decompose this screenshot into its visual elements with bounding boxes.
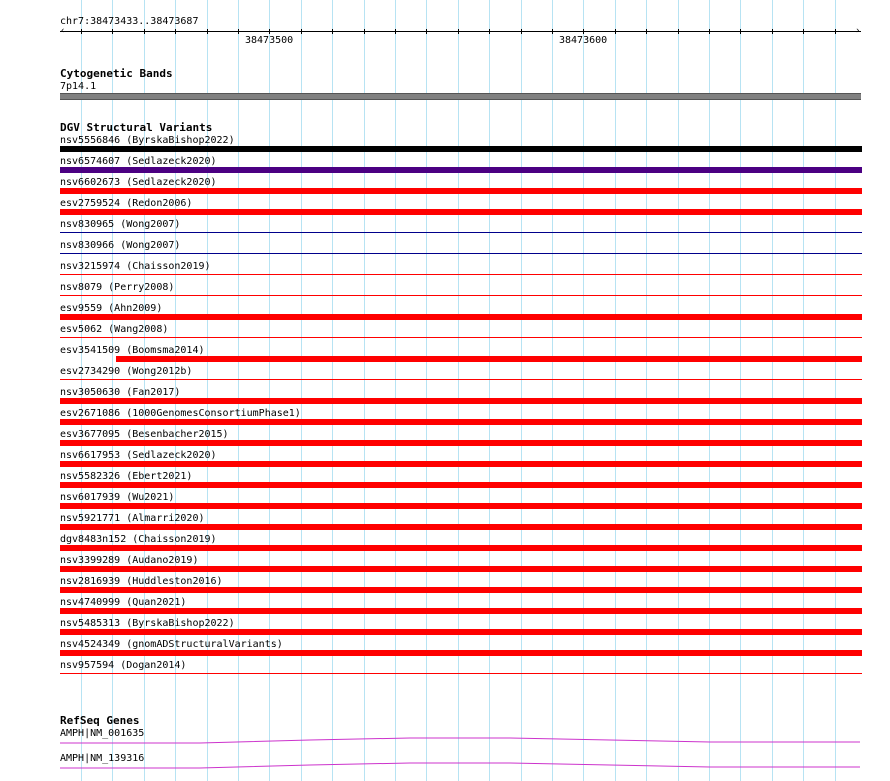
variant-bar[interactable] <box>60 188 862 194</box>
ruler-tick <box>835 29 836 34</box>
variant-label[interactable]: esv2671086 (1000GenomesConsortiumPhase1) <box>60 408 301 419</box>
variant-bar[interactable] <box>60 337 862 338</box>
variant-bar[interactable] <box>60 461 862 467</box>
variant-bar[interactable] <box>60 608 862 614</box>
grid-line <box>521 0 522 781</box>
variant-label[interactable]: esv9559 (Ahn2009) <box>60 303 163 314</box>
variant-bar[interactable] <box>60 232 862 233</box>
variant-label[interactable]: nsv830965 (Wong2007) <box>60 219 181 230</box>
ruler-left-arrow-icon: ‹ <box>60 26 66 36</box>
variant-bar[interactable] <box>60 566 862 572</box>
variant-label[interactable]: esv3541509 (Boomsma2014) <box>60 345 205 356</box>
variant-label[interactable]: esv5062 (Wang2008) <box>60 324 169 335</box>
variant-bar[interactable] <box>60 629 862 635</box>
variant-bar[interactable] <box>60 587 862 593</box>
variant-label[interactable]: nsv2816939 (Huddleston2016) <box>60 576 223 587</box>
ruler-tick <box>678 29 679 34</box>
variant-label[interactable]: nsv5582326 (Ebert2021) <box>60 471 193 482</box>
variant-label[interactable]: nsv6574607 (Sedlazeck2020) <box>60 156 217 167</box>
variant-label[interactable]: nsv957594 (Dogan2014) <box>60 660 187 671</box>
variant-label[interactable]: nsv830966 (Wong2007) <box>60 240 181 251</box>
variant-bar[interactable] <box>60 167 862 173</box>
grid-line <box>835 0 836 781</box>
ruler-tick <box>489 29 490 34</box>
variant-label[interactable]: nsv6602673 (Sedlazeck2020) <box>60 177 217 188</box>
track-title-cytogenetic-bands[interactable]: Cytogenetic Bands <box>60 67 173 80</box>
variant-bar[interactable] <box>60 209 862 215</box>
ruler-tick <box>207 29 208 34</box>
grid-line <box>301 0 302 781</box>
variant-bar[interactable] <box>60 503 862 509</box>
variant-label[interactable]: esv3677095 (Besenbacher2015) <box>60 429 229 440</box>
grid-line <box>646 0 647 781</box>
ruler-tick <box>740 29 741 34</box>
transcript-label[interactable]: AMPH|NM_001635 <box>60 728 145 739</box>
cytoband-bar[interactable] <box>60 93 861 100</box>
ruler-tick <box>552 29 553 34</box>
transcript-label[interactable]: AMPH|NM_139316 <box>60 753 145 764</box>
ruler-tick <box>269 29 270 34</box>
variant-bar[interactable] <box>60 673 862 674</box>
variant-bar[interactable] <box>60 274 862 275</box>
variant-bar[interactable] <box>60 419 862 425</box>
grid-line <box>772 0 773 781</box>
variant-label[interactable]: esv2759524 (Redon2006) <box>60 198 193 209</box>
variant-bar[interactable] <box>60 379 862 380</box>
ruler-tick <box>646 29 647 34</box>
grid-line <box>269 0 270 781</box>
ruler-tick <box>521 29 522 34</box>
variant-label[interactable]: nsv5485313 (ByrskaBishop2022) <box>60 618 235 629</box>
grid-line <box>489 0 490 781</box>
variant-label[interactable]: nsv6017939 (Wu2021) <box>60 492 175 503</box>
ruler-tick <box>615 29 616 34</box>
ruler-tick <box>803 29 804 34</box>
variant-label[interactable]: nsv4524349 (gnomADStructuralVariants) <box>60 639 283 650</box>
grid-line <box>395 0 396 781</box>
ruler-tick <box>426 29 427 34</box>
grid-line <box>426 0 427 781</box>
variant-bar[interactable] <box>60 398 862 404</box>
transcript-line[interactable] <box>0 761 890 771</box>
grid-line <box>332 0 333 781</box>
ruler-tick <box>175 29 176 34</box>
variant-bar[interactable] <box>60 146 862 152</box>
ruler-tick <box>709 29 710 34</box>
grid-line <box>458 0 459 781</box>
variant-bar[interactable] <box>60 314 862 320</box>
grid-line <box>552 0 553 781</box>
grid-line <box>678 0 679 781</box>
ruler-tick <box>144 29 145 34</box>
variant-bar[interactable] <box>60 440 862 446</box>
track-title-refseq[interactable]: RefSeq Genes <box>60 714 140 727</box>
transcript-line[interactable] <box>0 736 890 746</box>
ruler-tick <box>112 29 113 34</box>
variant-bar[interactable] <box>60 650 862 656</box>
grid-line <box>364 0 365 781</box>
grid-line <box>238 0 239 781</box>
grid-line <box>583 0 584 781</box>
grid-line <box>803 0 804 781</box>
ruler-tick <box>395 29 396 34</box>
ruler-tick <box>332 29 333 34</box>
variant-bar[interactable] <box>60 482 862 488</box>
variant-label[interactable]: nsv3215974 (Chaisson2019) <box>60 261 211 272</box>
ruler-tick-label: 38473500 <box>245 35 294 46</box>
variant-label[interactable]: nsv3050630 (Fan2017) <box>60 387 181 398</box>
variant-label[interactable]: nsv6617953 (Sedlazeck2020) <box>60 450 217 461</box>
grid-line <box>740 0 741 781</box>
ruler-tick <box>458 29 459 34</box>
ruler-right-arrow-icon: › <box>855 26 861 36</box>
variant-label[interactable]: nsv3399289 (Audano2019) <box>60 555 199 566</box>
variant-label[interactable]: nsv4740999 (Quan2021) <box>60 597 187 608</box>
region-label: chr7:38473433..38473687 <box>60 16 199 27</box>
ruler-tick-label: 38473600 <box>559 35 608 46</box>
variant-bar[interactable] <box>60 545 862 551</box>
grid-line <box>615 0 616 781</box>
variant-label[interactable]: esv2734290 (Wong2012b) <box>60 366 193 377</box>
ruler-tick <box>583 29 584 34</box>
ruler-tick <box>364 29 365 34</box>
ruler-tick <box>238 29 239 34</box>
variant-bar[interactable] <box>60 253 862 254</box>
ruler-tick <box>772 29 773 34</box>
grid-line <box>207 0 208 781</box>
ruler-tick <box>301 29 302 34</box>
variant-bar[interactable] <box>60 524 862 530</box>
variant-bar[interactable] <box>116 356 862 362</box>
grid-line <box>709 0 710 781</box>
track-title-dgv[interactable]: DGV Structural Variants <box>60 121 213 134</box>
variant-label[interactable]: nsv5556846 (ByrskaBishop2022) <box>60 135 235 146</box>
variant-label[interactable]: dgv8483n152 (Chaisson2019) <box>60 534 217 545</box>
ruler-tick <box>81 29 82 34</box>
cytoband-label: 7p14.1 <box>60 81 97 92</box>
variant-bar[interactable] <box>60 295 862 296</box>
variant-label[interactable]: nsv8079 (Perry2008) <box>60 282 175 293</box>
variant-label[interactable]: nsv5921771 (Almarri2020) <box>60 513 205 524</box>
